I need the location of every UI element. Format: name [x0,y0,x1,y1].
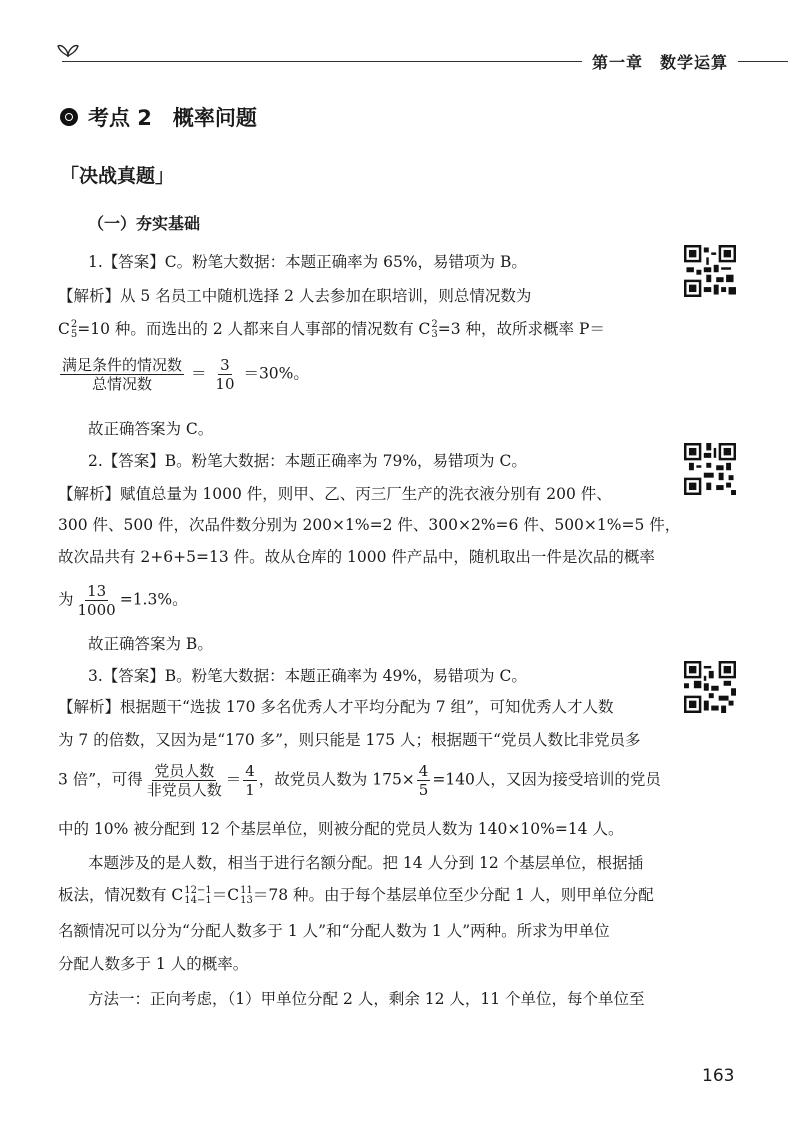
header-rule-left [62,61,582,62]
q2-probability-formula: 为 $\frac{13}{1000}$ =1.3%。 [58,582,188,619]
q3-fraction-ratio: $\frac{4}{1}$ [245,762,255,799]
q3-para2-line1: 本题涉及的是人数，相当于进行名额分配。把 14 人分到 12 个基层单位，根据插 [88,854,644,872]
q2-analysis-line3: 故次品共有 2+6+5=13 件。故从仓库的 1000 件产品中，随机取出一件是次品的概率 [58,548,655,566]
banner-title: 「决战真题」 [60,165,175,187]
page-number: 163 [702,1066,735,1086]
qr-code-q2[interactable] [684,443,736,495]
q3-answer-line: 3.【答案】B。粉笔大数据：本题正确率为 49%，易错项为 C。 [88,667,527,685]
q3-para3-line1: 方法一：正向考虑，（1）甲单位分配 2 人，剩余 12 人，11 个单位，每个单位至 [88,990,645,1008]
q2-conclusion: 故正确答案为 B。 [88,635,213,653]
leaf-ornament-icon [56,40,80,62]
q3-analysis-line4: 中的 10% 被分配到 12 个基层单位，则被分配的党员人数为 140×10%=14 人。 [58,820,624,838]
q1-answer-line: 1.【答案】C。粉笔大数据：本题正确率为 65%，易错项为 B。 [88,253,527,271]
q3-para2-line2: 板法，情况数有 C 12−1 14−1 ＝C 11 13 ＝78 种。由于每个基层单位至少分配 1 人，则甲单位分配 [58,885,654,906]
section-heading [60,102,257,132]
q3-analysis-line2: 为 7 的倍数，又因为是“170 多”，则只能是 175 人；根据题干“党员人数比非党员多 [58,731,641,749]
q2-answer-line: 2.【答案】B。粉笔大数据：本题正确率为 79%，易错项为 C。 [88,452,527,470]
q3-para2-line4: 分配人数多于 1 人的概率。 [58,955,249,973]
q1-probability-formula: $\frac{\text{满足条件的情况数}}{\text{总情况数}}$ ＝ $\frac{3}{10}$ ＝30%。 [62,356,309,393]
header-rule-right [738,61,788,62]
qr-code-q3[interactable] [684,661,736,713]
q3-fraction-share: $\frac{4}{5}$ [418,762,429,799]
q1-analysis-line1: 【解析】从 5 名员工中随机选择 2 人去参加在职培训，则总情况数为 [58,287,532,305]
q3-analysis-line1: 【解析】根据题干“选拔 170 多名优秀人才平均分配为 7 组”，可知优秀人才人数 [58,698,614,716]
q3-fraction-members: $\frac{\text{党员人数}}{\text{非党员人数}}$ [146,762,222,799]
section-title: 考点 2 概率问题 [88,106,257,130]
q2-analysis-line2: 300 件、500 件，次品件数分别为 200×1%=2 件、300×2%=6 件、500×1%=5 件， [58,516,681,534]
subsection-title: （一）夯实基础 [88,214,201,233]
q1-fraction-value: $\frac{3}{10}$ [215,356,235,393]
qr-code-q1[interactable] [684,245,736,297]
q3-para2-line3: 名额情况可以分为“分配人数多于 1 人”和“分配人数为 1 人”两种。所求为甲单位 [58,922,610,940]
q1-conclusion: 故正确答案为 C。 [88,420,214,438]
section-bullet-icon [60,108,78,126]
q2-fraction: $\frac{13}{1000}$ [77,582,116,619]
chapter-title: 第一章 数学运算 [592,53,729,72]
q1-analysis-line2: C 2 5 =10 种。而选出的 2 人都来自人事部的情况数有 C 2 3 =3 种，故所求概率 P＝ [58,319,605,340]
q1-fraction-main: $\frac{\text{满足条件的情况数}}{\text{总情况数}}$ [62,356,183,393]
q2-analysis-line1: 【解析】赋值总量为 1000 件，则甲、乙、丙三厂生产的洗衣液分别有 200 件、 [58,485,612,503]
q3-analysis-line3: 3 倍”，可得 $\frac{\text{党员人数}}{\text{非党员人数}}$ ＝ $\frac{4}{1}$ ，故党员人数为 175× $\frac{4}{5}$ =140人，又因为接受培训的党员 [58,762,661,799]
